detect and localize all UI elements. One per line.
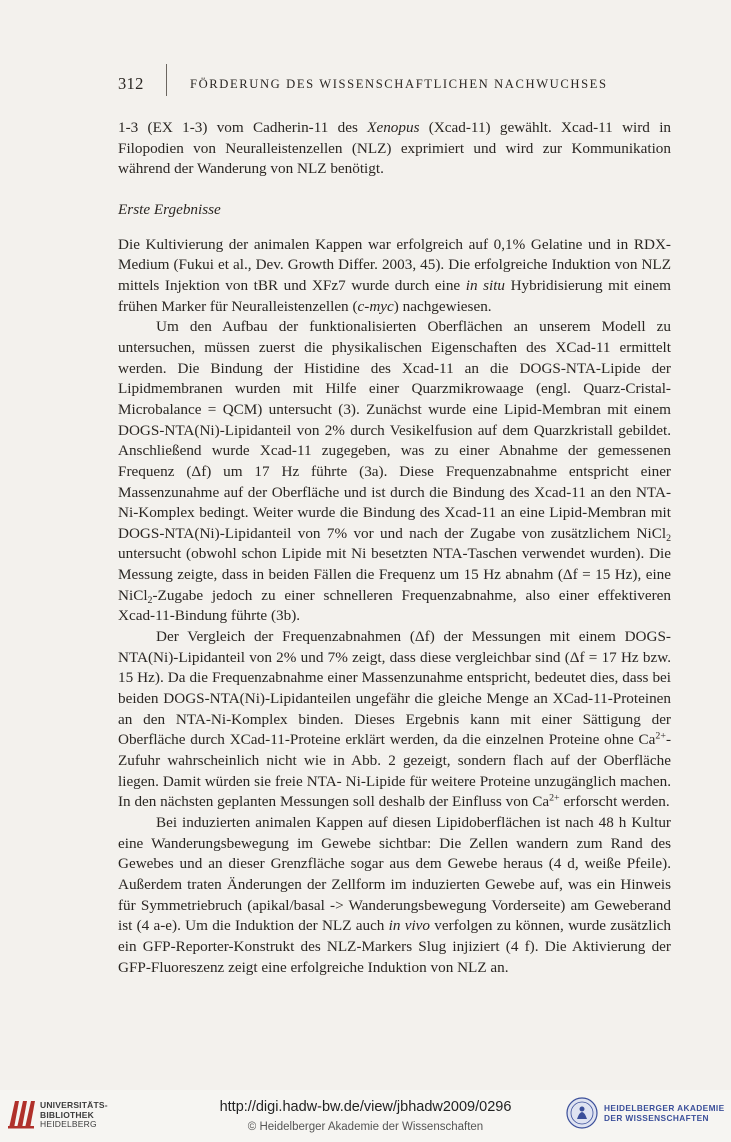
species-name: Xenopus <box>367 119 420 136</box>
academy-seal-icon <box>566 1097 598 1129</box>
header-divider <box>166 64 167 96</box>
paragraph-cultivation: Die Kultivierung der animalen Kappen war erfolgreich auf 0,1% Gelatine und in RDX- Medium (Fukui et al., Dev. Growth Differ. 2003, 45). Die erfolgreiche Induktion von NLZ mittels Injektion von tBR und XFz7 wurde durch eine in situ Hybridisierung mit einem frühen Marker für Neuralleistenzellen (c-myc) nachgewiesen. <box>118 235 671 315</box>
page-body <box>118 118 671 978</box>
paragraph-migration: Bei induzierten animalen Kappen auf diesen Lipidoberflächen ist nach 48 h Kultur eine Wanderungsbewegung im Gewebe sichtbar: Die Zellen wandern zum Rand des Gewebes und an dieser Grenzfläche sogar aus dem Gewebe heraus (4 d, weiße Pfeile). Außerdem traten Änderungen der Zellform im induzierten Gewebe auf, was ein Hinweis für Symmetriebruch (apikal/basal -> Wanderungsbewegung Vorderseite) am Geweberand ist (4 a-e). Um die Induktion der NLZ auch in vivo verfolgen zu können, wurde zusätzlich ein GFP-Reporter-Konstrukt des NLZ-Markers Slug injiziert (4 f). Die Aktivierung der GFP-Fluoreszenz zeigt eine erfolgreiche Induktion von NLZ an. <box>118 814 672 976</box>
paragraph-intro: 1-3 (EX 1-3) vom Cadherin-11 des Xenopus (Xcad-11) gewählt. Xcad-11 wird in Filopodien von Neuralleistenzellen (NLZ) exprimiert und wird zur Kommunikation während der Wanderung von NLZ benötigt. <box>118 119 672 178</box>
library-name: UNIVERSITÄTS- BIBLIOTHEK HEIDELBERG <box>40 1100 108 1129</box>
section-heading: Erste Ergebnisse <box>118 200 221 218</box>
paragraph-qcm: Um den Aufbau der funktionalisierten Oberflächen an unserem Modell zu untersuchen, müssen zuerst die physikalischen Eigenschaften des XCad-11 ermittelt werden. Die Bindung der Histidine des Xcad-11 an die DOGS-NTA-Lipide der Lipidmembranen wurden mit Hilfe einer Quarzmikrowaage (engl. Quarz-Cristal-Microbalance = QCM) untersucht (3). Zunächst wurde eine Lipid-Membran mit einem DOGS-NTA(Ni)-Lipidanteil von 2% durch Vesikelfusion auf dem Quarzkristall gebildet. Anschließend wurde Xcad-11 zugegeben, was zu einer Abnahme der gemessenen Frequenz (Δf) um 17 Hz führte (3a). Diese Frequenzabnahme entspricht einer Massenzunahme auf der Oberfläche und ist durch die Bindung des Xcad-11 an den NTA-Ni-Komplex bedingt. Weiter wurde die Bindung des Xcad-11 an eine Lipid-Membran mit DOGS-NTA(Ni)-Lipidanteil von 7% vor und nach der Zugabe von zusätzlichem NiCl$_2$ untersucht (obwohl schon Lipide mit Ni besetzten NTA-Taschen verwendet wurden). Die Messung zeigte, dass in beiden Fällen die Frequenz um 15 Hz abnahm (Δf = 15 Hz), eine NiCl$_2$-Zugabe jedoch zu einer schnelleren Frequenzabnahme, also einer effektiveren Xcad-11-Bindung führte (3b). <box>118 318 671 625</box>
digitization-footer <box>0 1090 731 1142</box>
permalink-url[interactable]: http://digi.hadw-bw.de/view/jbhadw2009/0296 <box>219 1099 512 1115</box>
page-number: 312 <box>118 74 144 93</box>
running-header <box>118 64 638 98</box>
copyright-notice: © Heidelberger Akademie der Wissenschaften <box>247 1121 484 1133</box>
academy-name: HEIDELBERGER AKADEMIE DER WISSENSCHAFTEN <box>604 1103 725 1123</box>
paragraph-comparison: Der Vergleich der Frequenzabnahmen (Δf) der Messungen mit einem DOGS-NTA(Ni)-Lipidanteil von 2% und 7% zeigt, dass diese vergleichbar sind (Δf = 17 Hz bzw. 15 Hz). Da die Frequenzabnahme einer Massenzunahme entspricht, bedeutet dies, dass bei beiden DOGS-NTA(Ni)-Lipidanteilen ungefähr die gleiche Menge an XCad-11-Proteinen an den NTA-Ni-Komplex binden. Dieses Ergebnis kann mit einer Sättigung der Oberfläche durch XCad-11-Proteine erklärt werden, da die einzelnen Proteine ohne $Ca^{2+}$-Zufuhr wahrscheinlich nicht wie in Abb. 2 gezeigt, sondern flach auf der Oberfläche liegen. Damit würden sie freie NTA- Ni-Lipide für weitere Proteine unzugänglich machen. In den nächsten geplanten Messungen soll deshalb der Einfluss von $Ca^{2+}$ erforscht werden. <box>118 628 671 811</box>
running-title: FÖRDERUNG DES WISSENSCHAFTLICHEN NACHWUCHSES <box>190 77 608 91</box>
